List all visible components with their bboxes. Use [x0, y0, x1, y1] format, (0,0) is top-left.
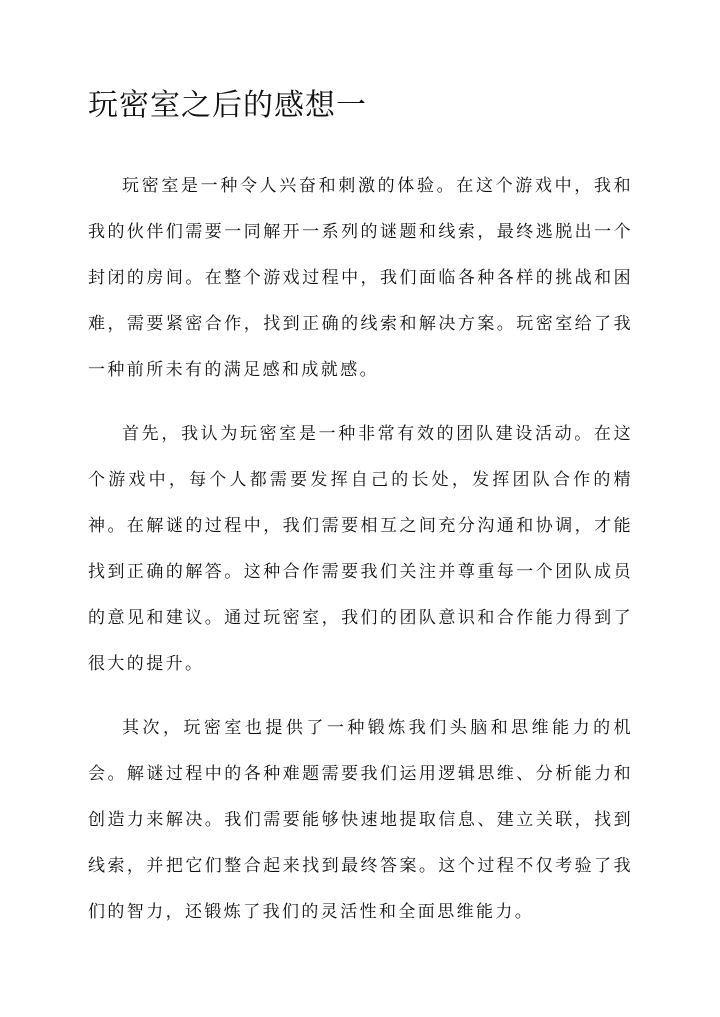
paragraph-2: 首先，我认为玩密室是一种非常有效的团队建设活动。在这个游戏中，每个人都需要发挥自己的长处，发挥团队合作的精神。在解谜的过程中，我们需要相互之间充分沟通和协调，才能找到正确的解答。这种合作需要我们关注并尊重每一个团队成员的意见和建议。通过玩密室，我们的团队意识和合作能力得到了很大的提升。: [88, 424, 633, 674]
paragraph-3: 其次，玩密室也提供了一种锻炼我们头脑和思维能力的机会。解谜过程中的各种难题需要我们运用逻辑思维、分析能力和创造力来解决。我们需要能够快速地提取信息、建立关联，找到线索，并把它们整合起来找到最终答案。这个过程不仅考验了我们的智力，还锻炼了我们的灵活性和全面思维能力。: [88, 718, 633, 922]
document-body: [88, 163, 633, 953]
paragraph-1: 玩密室是一种令人兴奋和刺激的体验。在这个游戏中，我和我的伙伴们需要一同解开一系列的谜题和线索，最终逃脱出一个封闭的房间。在整个游戏过程中，我们面临各种各样的挑战和困难，需要紧密合作，找到正确的线索和解决方案。玩密室给了我一种前所未有的满足感和成就感。: [88, 176, 633, 380]
document-title: 玩密室之后的感想一: [88, 88, 367, 123]
